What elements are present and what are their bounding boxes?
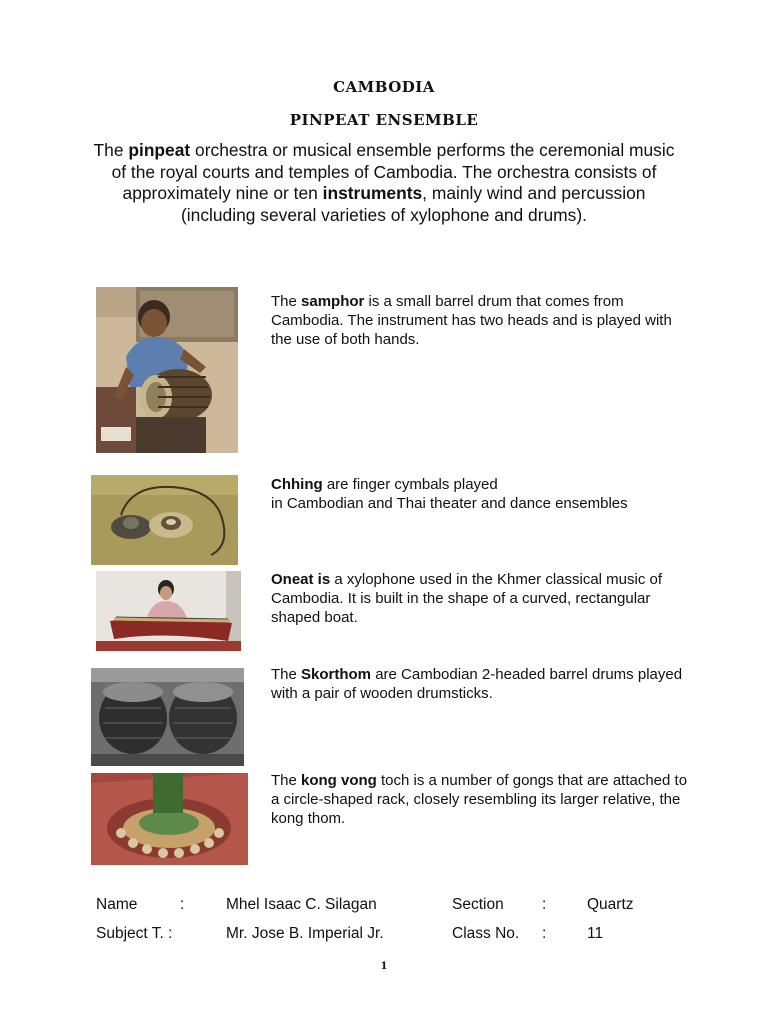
page-subtitle: PINPEAT ENSEMBLE [289,111,479,129]
instrument-name-samphor: samphor [301,293,365,310]
subject-teacher-label: Subject T. : [96,925,173,942]
chhing-description: Chhing are finger cymbals played in Cambodian and Thai theater and dance ensembles [271,476,628,512]
subject-teacher-value: Mr. Jose B. Imperial Jr. [226,925,384,942]
oneat-photo [96,571,241,651]
section-label: Section [452,896,504,913]
intro-paragraph [84,140,684,226]
page-title: CAMBODIA [333,78,435,96]
class-number-value: 11 [587,925,604,942]
intro-text-2: orchestra or musical ensemble performs the ceremonial music of the royal courts and temples of Cambodia. The orchestra consists of approximately nine or ten [111,140,675,204]
class-number-colon: : [542,925,547,942]
name-label: Name [96,896,138,913]
section-value: Quartz [587,896,634,913]
kong-vong-description: The kong vong toch is a number of gongs that are attached to a circle-shaped rack, closely resembling its larger relative, the kong thom. [271,772,688,827]
instrument-name-oneat: Oneat is [271,571,331,588]
samphor-photo [96,287,238,453]
samphor-description: The samphor is a small barrel drum that comes from Cambodia. The instrument has two heads and is played with the use of both hands. [271,293,672,348]
instrument-name-chhing: Chhing [271,476,323,493]
skorthom-photo [91,668,244,766]
intro-term-instruments: instruments [322,183,423,204]
section-colon: : [542,896,547,913]
oneat-description: Oneat is a xylophone used in the Khmer classical music of Cambodia. It is built in the shape of a curved, rectangular shaped boat. [271,571,663,626]
class-number-label: Class No. [452,925,520,942]
instrument-name-kong-vong: kong vong [301,772,377,789]
skorthom-description: The Skorthom are Cambodian 2-headed barrel drums played with a pair of wooden drumsticks. [271,666,683,702]
name-colon: : [180,896,185,913]
instrument-name-skorthom: Skorthom [301,666,372,683]
chhing-photo [91,475,238,565]
kong-vong-photo [91,773,248,865]
intro-text-3: , mainly wind and percussion (including several varieties of xylophone and drums). [181,183,646,225]
intro-term-pinpeat: pinpeat [128,140,191,160]
page-number: 1 [380,961,388,972]
intro-text-1: The [93,140,129,160]
name-value: Mhel Isaac C. Silagan [226,896,377,913]
